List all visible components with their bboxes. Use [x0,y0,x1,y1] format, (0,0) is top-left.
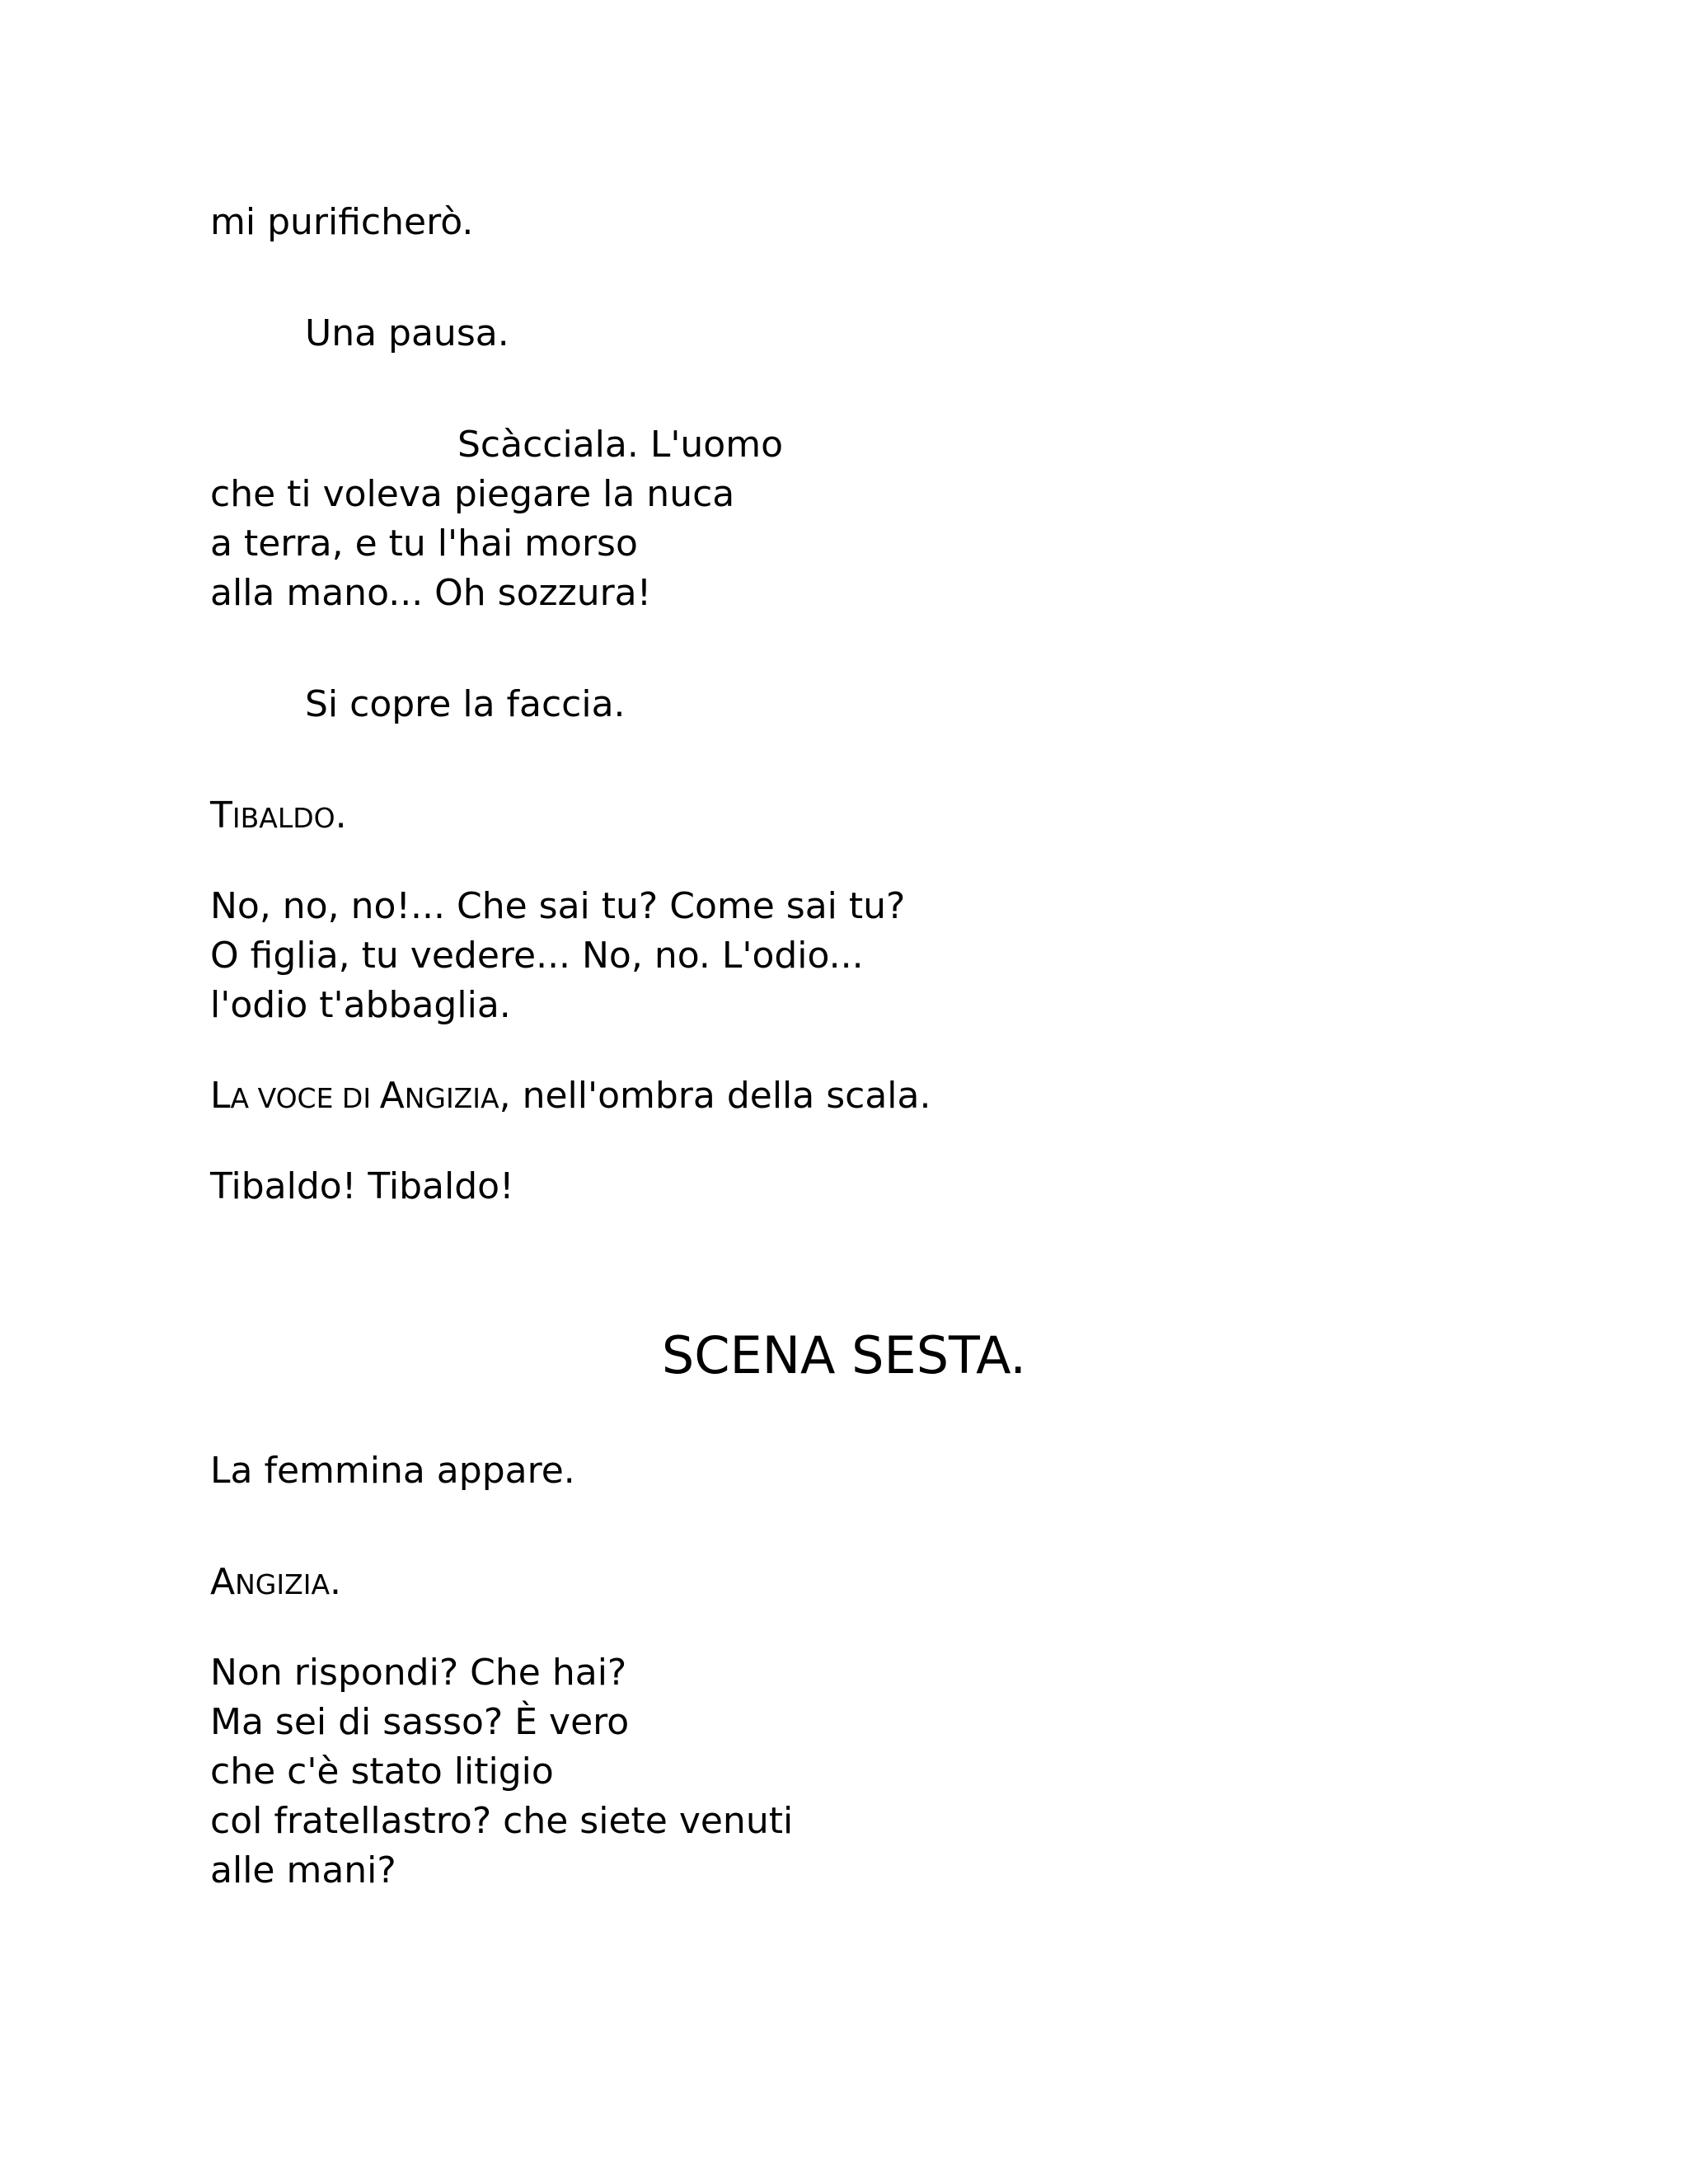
speaker-name-angizia [210,1558,341,1610]
verse-line: Scàcciala. L'uomo [457,424,784,466]
verse-line: alla mano... Oh sozzura! [210,572,652,614]
verse-line: O figlia, tu vedere... No, no. L'odio... [210,935,864,977]
speaker-smallcaps: IBALDO [232,802,335,834]
speaker-cap: A [210,1561,236,1603]
verse-line: alle mani? [210,1849,396,1891]
speaker-punct: . [330,1561,342,1603]
verse-line: a terra, e tu l'hai morso [210,523,638,565]
voice-smallcaps-2: NGIZIA [404,1082,499,1114]
verse-line: Ma sei di sasso? È vero [210,1701,630,1743]
verse-line: che c'è stato litigio [210,1750,554,1793]
speaker-smallcaps: NGIZIA [235,1568,331,1601]
stage-direction: La femmina appare. [210,1450,575,1492]
voice-tail: , nell'ombra della scala. [499,1075,931,1117]
verse-line: l'odio t'abbaglia. [210,984,511,1026]
verse-line: col fratellastro? che siete venuti [210,1800,794,1842]
scene-title: SCENA SESTA. [661,1325,1027,1385]
verse-line: No, no, no!... Che sai tu? Come sai tu? [210,885,906,927]
voice-direction [210,1071,931,1123]
voice-smallcaps-1: A VOCE DI [230,1082,380,1114]
verse-line: Tibaldo! Tibaldo! [210,1165,514,1207]
stage-direction: Una pausa. [305,312,509,354]
speaker-cap: T [210,794,232,837]
verse-line: Non rispondi? Che hai? [210,1652,627,1694]
speaker-name-tibaldo [210,791,347,843]
speaker-punct: . [335,794,347,837]
verse-line: che ti voleva piegare la nuca [210,473,735,515]
stage-direction: Si copre la faccia. [305,683,626,725]
voice-cap-l: L [210,1075,231,1117]
voice-cap-a: A [379,1075,405,1117]
verse-line: mi purificherò. [210,201,474,243]
